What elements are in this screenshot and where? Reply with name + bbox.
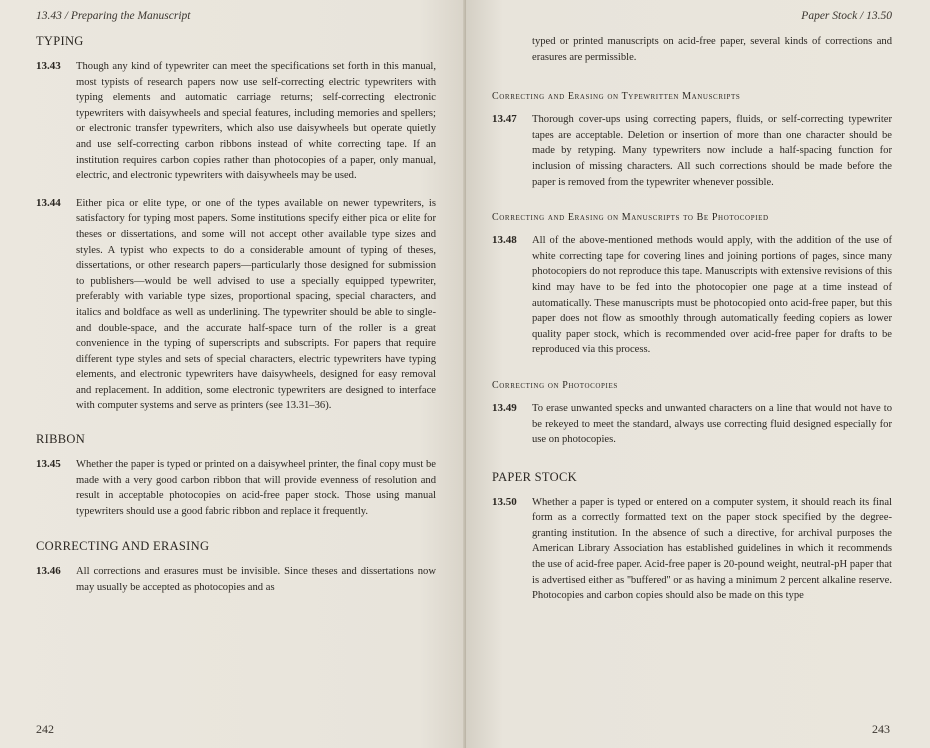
paragraph-text: To erase unwanted specks and unwanted characters on a line that would not have to be rekeyed to meet the standard, always use correcting fluid designed especially for use on photocopies. xyxy=(532,402,892,446)
section-title-ribbon: RIBBON xyxy=(36,432,86,447)
paragraph-number: 13.45 xyxy=(36,458,61,471)
paragraph-text: Thorough cover-ups using correcting papers, fluids, or self-correcting typewriter tapes are acceptable. Deletion or insertion of more than one character should be made by retyping. Many typewriters now include a half-spacing function for inclusion of missing characters. All such corrections should be made before the paper is removed from the typewriter whenever possible. xyxy=(532,114,892,188)
paragraph-13-46 xyxy=(36,564,436,595)
right-page-content xyxy=(492,34,892,616)
left-page-number: 242 xyxy=(36,722,54,736)
paragraph-13-48 xyxy=(492,233,892,358)
paragraph-13-44 xyxy=(36,196,436,414)
subhead-photocopied: Correcting and Erasing on Manuscripts to Be Photocopied xyxy=(492,212,769,224)
paragraph-text: Whether a paper is typed or entered on a computer system, it should reach its final form as a correctly formatted text on the paper stock specified by the degree-granting institution. In the absence of such a directive, for archival purposes the American Library Association has established guidelines in which it recommends the use of acid-free paper. Acid-free paper is 20-pound weight, neutral-pH paper that is advertised either as ''buffered'' or as having a minimum 2 percent alkaline reserve. Photocopies and carbon copies should also be made on this type xyxy=(532,496,892,602)
paragraph-number: 13.48 xyxy=(492,234,517,247)
continued-text: typed or printed manuscripts on acid-free paper, several kinds of corrections and erasures are permissible. xyxy=(532,36,892,63)
right-running-head: Paper Stock / 13.50 xyxy=(801,10,892,22)
paragraph-text: Whether the paper is typed or printed on a daisywheel printer, the final copy must be made with a very good carbon ribbon that will provide evenness of resolution and result in acceptable photocopies on acid-free paper stock. Those using manual typewriters should use a good fabric ribbon and replace it frequently. xyxy=(76,459,436,517)
left-page-content xyxy=(36,34,436,608)
left-running-head: 13.43 / Preparing the Manuscript xyxy=(36,10,191,22)
subhead-typewritten: Correcting and Erasing on Typewritten Manuscripts xyxy=(492,91,741,103)
paragraph-13-50 xyxy=(492,495,892,604)
section-title-correcting: CORRECTING AND ERASING xyxy=(36,539,210,554)
subhead-photocopies: Correcting on Photocopies xyxy=(492,379,618,391)
paragraph-number: 13.46 xyxy=(36,565,61,578)
paragraph-number: 13.49 xyxy=(492,401,517,414)
paragraph-number: 13.47 xyxy=(492,113,517,126)
paragraph-text: Though any kind of typewriter can meet the specifications set forth in this manual, most typists of research papers now use self-correcting electric typewriters with typing elements and automatic carriage returns; self-correcting electronic typewriters with daisywheels and special features, including memories and spellers; or electronic transfer typewriters, which also use daisywheels but operate quietly and use self-correcting carbon ribbons instead of white correcting tape. If an institution requires carbon copies rather than photocopies of a paper, only manual, electric, and electronic typewriters with daisywheels may be used. xyxy=(76,61,436,182)
paragraph-13-49 xyxy=(492,401,892,448)
paragraph-number: 13.50 xyxy=(492,495,517,508)
paragraph-text: All of the above-mentioned methods would apply, with the addition of the use of white correcting tape for covering lines and joining portions of pages, since many photocopiers do not reproduce this tape. Manuscripts with extensive revisions of this kind may have to be fed into the photocopier one page at a time instead of automatically. These manuscripts must be photocopied onto acid-free paper, but this paper does not flow as smoothly through automatically feeding copiers as lower quality paper stock, which is recommended over acid-free paper for drafts to be reproduced via this process. xyxy=(532,235,892,356)
paragraph-13-47 xyxy=(492,112,892,190)
right-page xyxy=(466,0,930,748)
right-page-number: 243 xyxy=(872,722,890,736)
paragraph-13-45 xyxy=(36,457,436,519)
section-title-paper-stock: PAPER STOCK xyxy=(492,469,577,484)
paragraph-13-43 xyxy=(36,59,436,184)
paragraph-number: 13.44 xyxy=(36,196,61,209)
section-title-typing: TYPING xyxy=(36,34,84,48)
paragraph-text: Either pica or elite type, or one of the types available on newer typewriters, is satisfactory for typing most papers. Some institutions specify either pica or elite for theses or dissertations, and some will not accept other available type sizes and styles. A typist who expects to do a considerable amount of typing of theses, dissertations, or other research papers—particularly those designed for submission to publishers—would be well advised to use a specially equipped typewriter, preferably with variable type sizes, proportional spacing, special characters, and italics and boldface as well as underlining. The typewriter should be able to single- and double-space, and the accurate half-space turn of the roller is a great convenience in the typing of superscripts and subscripts. For papers that require different type styles and sets of special characters, electric typewriters have typing elements, and electronic typewriters have daisywheels, designed for easy removal and replacement. In addition, some electronic typewriters are designed to interface with computer systems and serve as printers (see 13.31–36). xyxy=(76,197,436,412)
paragraph-number: 13.43 xyxy=(36,60,61,72)
paragraph-text: All corrections and erasures must be invisible. Since theses and dissertations now may usually be accepted as photocopies and as xyxy=(76,566,436,594)
